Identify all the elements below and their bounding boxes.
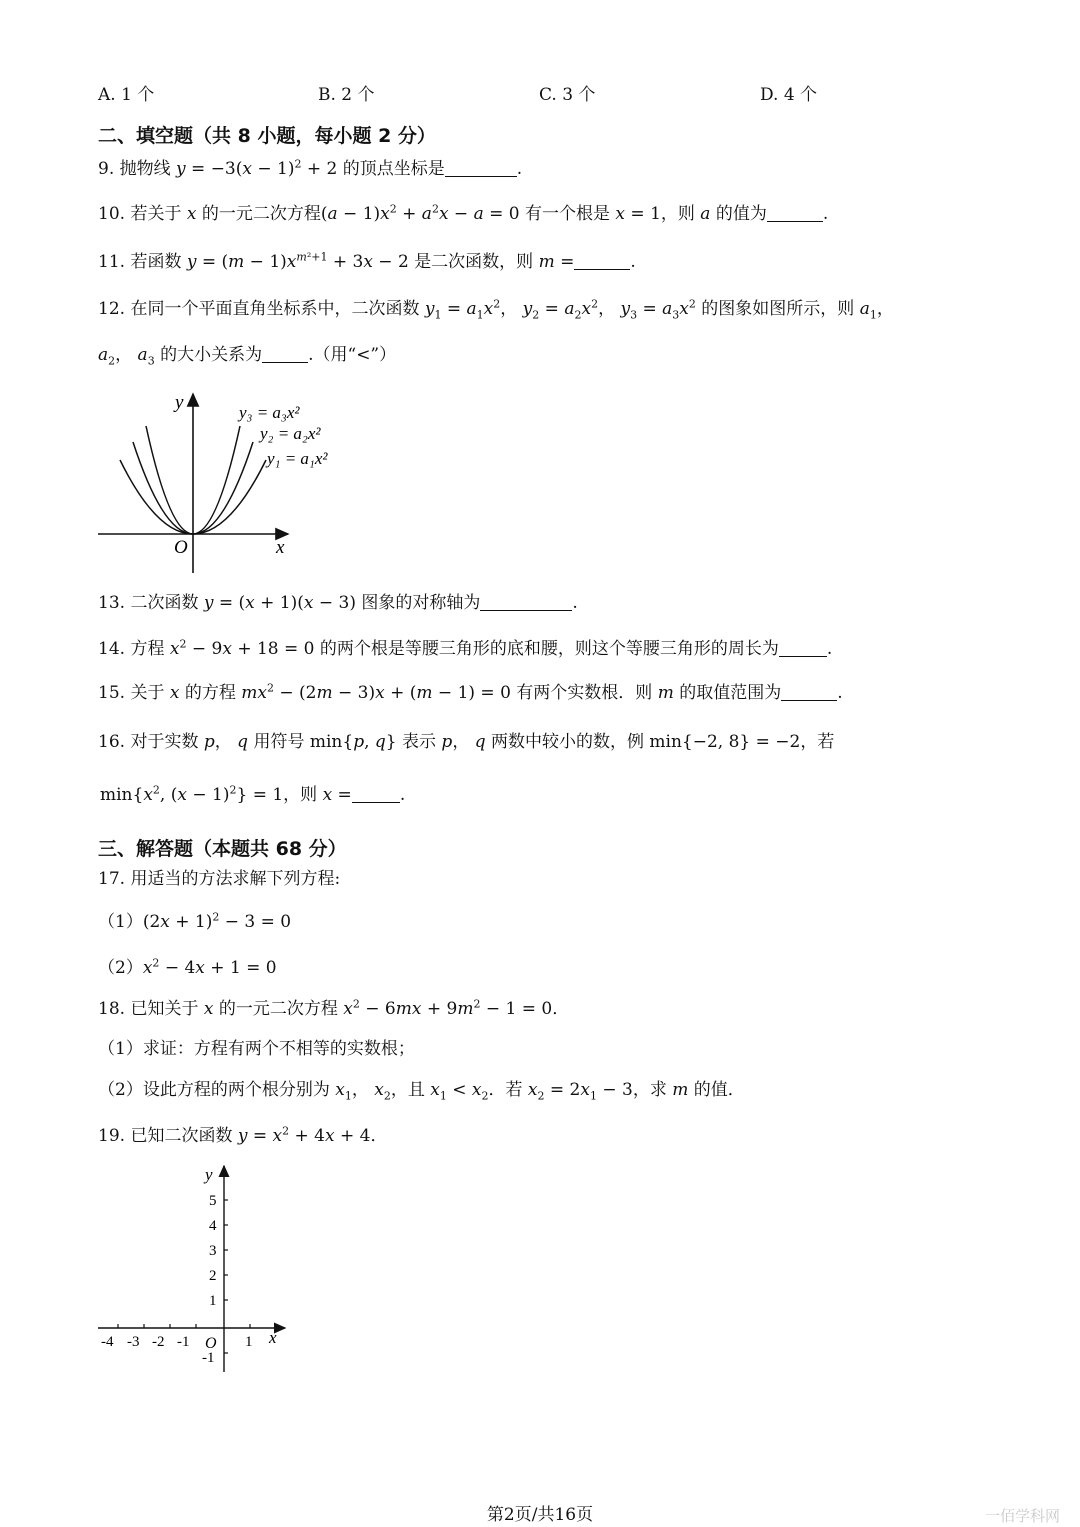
choice-c: C. 3 个 bbox=[539, 85, 596, 105]
y-tick-1: 1 bbox=[209, 1293, 217, 1309]
curve-label-y2: y₂ = a₂x² bbox=[260, 424, 321, 443]
question-14: 14. 方程 $x^2 - 9x + 18 = 0$ 的两个根是等腰三角形的底和腰，则这个等腰三角形的周长为 . bbox=[98, 637, 833, 659]
q12-parabola-graph bbox=[95, 388, 355, 574]
question-12-line1: 12. 在同一个平面直角坐标系中，二次函数 $y_1 = a_1x^2$， $y_2 = a_2x^2$， $y_3 = a_3x^2$ 的图象如图所示，则 $a_1$， bbox=[98, 297, 894, 322]
question-19-stem: 19. 已知二次函数 $y = x^2 + 4x + 4$． bbox=[98, 1124, 388, 1146]
question-17-part1: $(1)(2x + 1)^2 - 3 = 0$ bbox=[98, 910, 292, 932]
question-9: 9. 抛物线 $y = -3(x - 1)^2 + 2$ 的顶点坐标是 . bbox=[98, 157, 523, 179]
graph-y-label: y bbox=[175, 392, 184, 413]
graph-y-label: y bbox=[205, 1165, 213, 1184]
page-number: 第2页/共16页 bbox=[486, 1505, 594, 1525]
y-tick-4: 4 bbox=[209, 1218, 217, 1234]
question-17-stem: 17. 用适当的方法求解下列方程: bbox=[98, 869, 341, 889]
x-tick-neg2: -2 bbox=[152, 1334, 165, 1350]
watermark: 一佰学科网 bbox=[985, 1507, 1061, 1525]
y-tick-3: 3 bbox=[209, 1243, 217, 1259]
question-18-part2: （2）设此方程的两个根分别为 $x_1$， $x_2$，且 $x_1 < x_2$．若 $x_2 = 2x_1 - 3$，求 m 的值． bbox=[98, 1080, 745, 1103]
question-16-line2: $\min\{x^2$, $(x - 1)^2\} = 1$，则 x = . bbox=[100, 783, 406, 805]
choice-a: A. 1 个 bbox=[98, 85, 155, 105]
x-tick-1: 1 bbox=[245, 1334, 253, 1350]
x-tick-neg4: -4 bbox=[101, 1334, 114, 1350]
q19-coordinate-axes bbox=[95, 1160, 295, 1382]
graph-x-label: x bbox=[276, 537, 285, 558]
question-15: 15. 关于 x 的方程 $mx^2 - (2m - 3)x + (m - 1) = 0$ 有两个实数根．则 m 的取值范围为 . bbox=[98, 681, 843, 703]
section-2-title: 二、填空题（共 8 小题，每小题 2 分） bbox=[98, 125, 436, 147]
curve-label-y3: y₃ = a₃x² bbox=[239, 403, 300, 422]
question-18-stem: 18. 已知关于 x 的一元二次方程 $x^2 - 6mx + 9m^2 - 1 = 0$． bbox=[98, 997, 570, 1019]
choice-d: D. 4 个 bbox=[760, 85, 818, 105]
choice-b: B. 2 个 bbox=[318, 85, 375, 105]
x-tick-neg1: -1 bbox=[177, 1334, 190, 1350]
question-13: 13. 二次函数 y = (x + 1)(x − 3) 图象的对称轴为 . bbox=[98, 593, 578, 613]
graph-x-label: x bbox=[269, 1328, 277, 1347]
question-11: 11. 若函数 $y = (m - 1)x^{m^2+1} + 3x - 2$ 是二次函数，则 m = . bbox=[98, 250, 636, 272]
section-3-title: 三、解答题（本题共 68 分） bbox=[98, 838, 347, 860]
graph-origin: O bbox=[174, 537, 188, 558]
question-10: 10. 若关于 x 的一元二次方程$(a - 1)x^2 + a^2x - a = 0$ 有一个根是 x = 1，则 a 的值为 . bbox=[98, 202, 829, 224]
y-tick-5: 5 bbox=[209, 1193, 217, 1209]
y-tick-neg1: -1 bbox=[202, 1350, 215, 1366]
y-tick-2: 2 bbox=[209, 1268, 217, 1284]
graph-origin: O bbox=[205, 1335, 217, 1352]
question-12-line2: $a_2$， $a_3$ 的大小关系为 .（用“<”） bbox=[98, 345, 397, 368]
question-17-part2: $(2)x^2 - 4x + 1 = 0$ bbox=[98, 956, 277, 978]
question-18-part1: （1）求证：方程有两个不相等的实数根； bbox=[98, 1039, 415, 1059]
curve-label-y1: y₁ = a₁x² bbox=[267, 449, 328, 468]
question-16-line1: 16. 对于实数 p， q 用符号 min{p, q} 表示 p， q 两数中较小的数，例 min{−2, 8} = −2，若 bbox=[98, 732, 835, 752]
x-tick-neg3: -3 bbox=[127, 1334, 140, 1350]
